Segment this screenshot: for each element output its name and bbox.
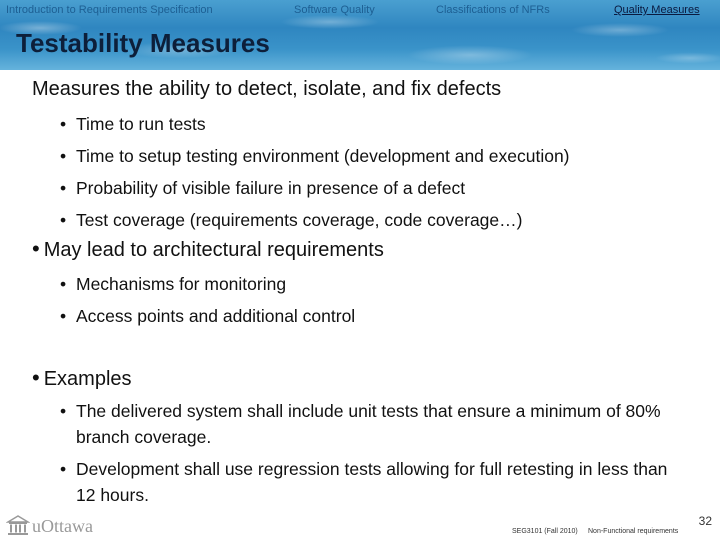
list-item (60, 271, 286, 297)
page-number: 32 (698, 514, 712, 528)
course-label: SEG3101 (Fall 2010) (512, 528, 578, 535)
nav-link-nfr-classifications[interactable]: Classifications of NFRs (436, 4, 550, 16)
topic-label: Non-Functional requirements (588, 528, 679, 535)
list-item-text: Mechanisms for monitoring (76, 274, 287, 294)
list-item (60, 207, 522, 233)
section-heading (32, 365, 132, 391)
section-heading (32, 236, 384, 262)
list-item (60, 111, 206, 137)
list-item (60, 456, 676, 508)
bullet-icon: • (60, 401, 67, 421)
nav-link-software-quality[interactable]: Software Quality (294, 4, 375, 16)
list-item (60, 143, 570, 169)
bullet-icon: • (60, 306, 67, 326)
list-item-text: Time to run tests (76, 114, 206, 134)
list-item-text: The delivered system shall include unit tests that ensure a minimum of 80% branch coverage. (76, 401, 661, 447)
footer (0, 512, 720, 540)
list-item (60, 175, 465, 201)
list-item-text: Development shall use regression tests allowing for full retesting in less than 12 hours. (76, 459, 668, 505)
bullet-icon: • (60, 210, 67, 230)
list-item (60, 398, 708, 450)
list-item-text: Test coverage (requirements coverage, code coverage…) (76, 210, 523, 230)
list-item-text: Time to setup testing environment (development and execution) (76, 146, 570, 166)
university-crest-icon (6, 514, 30, 536)
nav-link-quality-measures[interactable]: Quality Measures (614, 4, 700, 16)
bullet-icon: • (32, 236, 40, 261)
lead-text: Measures the ability to detect, isolate, and fix defects (32, 78, 502, 100)
bullet-icon: • (60, 274, 67, 294)
slide-title: Testability Measures (16, 28, 270, 58)
bullet-icon: • (32, 365, 40, 390)
list-item-text: Probability of visible failure in presence of a defect (76, 178, 466, 198)
list-item (60, 303, 355, 329)
bullet-icon: • (60, 459, 67, 479)
section-heading-text: May lead to architectural requirements (43, 239, 384, 261)
nav-link-intro[interactable]: Introduction to Requirements Specification (6, 4, 213, 16)
bullet-icon: • (60, 178, 67, 198)
section-heading-text: Examples (43, 368, 132, 390)
list-item-text: Access points and additional control (76, 306, 356, 326)
university-logo-text: uOttawa (32, 516, 93, 536)
bullet-icon: • (60, 146, 67, 166)
bullet-icon: • (60, 114, 67, 134)
